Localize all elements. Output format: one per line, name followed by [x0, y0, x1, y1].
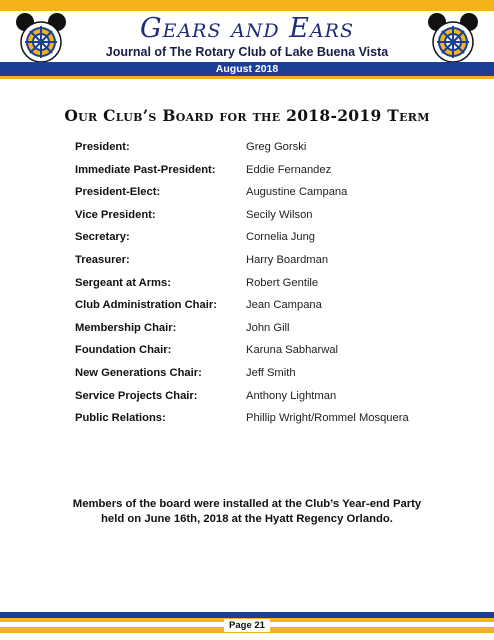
board-row	[75, 253, 435, 276]
board-list	[75, 140, 435, 434]
board-row	[75, 276, 435, 299]
board-role: Secretary:	[75, 231, 130, 244]
board-role: Immediate Past-President:	[75, 163, 216, 176]
board-role: Vice President:	[75, 208, 156, 221]
board-row	[75, 185, 435, 208]
installation-note-line-1: Members of the board were installed at the Club’s Year-end Party	[72, 498, 422, 510]
board-member-name: Phillip Wright/Rommel Mosquera	[246, 412, 409, 425]
board-row	[75, 321, 435, 344]
board-role: Treasurer:	[75, 253, 130, 266]
board-role: President:	[75, 141, 130, 153]
board-role: President-Elect:	[75, 186, 161, 199]
board-row	[75, 230, 435, 253]
board-row	[75, 343, 435, 366]
board-member-name: Greg Gorski	[246, 141, 307, 153]
installation-note-line-2: held on June 16th, 2018 at the Hyatt Regency Orlando.	[101, 513, 393, 525]
board-role: Foundation Chair:	[75, 344, 172, 357]
board-member-name: Robert Gentile	[246, 276, 319, 289]
board-member-name: Jean Campana	[246, 299, 322, 312]
board-role: Membership Chair:	[75, 321, 177, 334]
board-role: New Generations Chair:	[75, 366, 202, 379]
board-role: Public Relations:	[75, 412, 166, 425]
board-row	[75, 140, 435, 163]
board-row	[75, 208, 435, 231]
issue-date-banner: August 2018	[0, 62, 494, 79]
board-row	[75, 389, 435, 412]
section-title: Our Club’s Board for the 2018-2019 Term	[64, 106, 430, 125]
newsletter-subtitle: Journal of The Rotary Club of Lake Buena Vista	[105, 45, 389, 59]
board-member-name: Cornelia Jung	[246, 231, 316, 244]
board-row	[75, 298, 435, 321]
board-role: Service Projects Chair:	[75, 389, 198, 402]
board-member-name: Secily Wilson	[246, 208, 313, 221]
board-row	[75, 411, 435, 434]
board-member-name: John Gill	[246, 321, 290, 334]
board-row	[75, 366, 435, 389]
board-member-name: Harry Boardman	[246, 253, 329, 266]
board-role: Sergeant at Arms:	[75, 276, 171, 289]
installation-note	[60, 497, 434, 527]
board-row	[75, 163, 435, 186]
newsletter-title: Gears and Ears	[140, 13, 354, 44]
board-role: Club Administration Chair:	[75, 299, 217, 312]
top-gold-bar	[0, 0, 494, 11]
page-number: Page 21	[224, 619, 270, 632]
board-member-name: Anthony Lightman	[246, 389, 337, 402]
board-member-name: Karuna Sabharwal	[246, 344, 339, 357]
board-member-name: Eddie Fernandez	[246, 163, 332, 176]
board-member-name: Jeff Smith	[246, 366, 296, 379]
board-member-name: Augustine Campana	[246, 186, 348, 199]
